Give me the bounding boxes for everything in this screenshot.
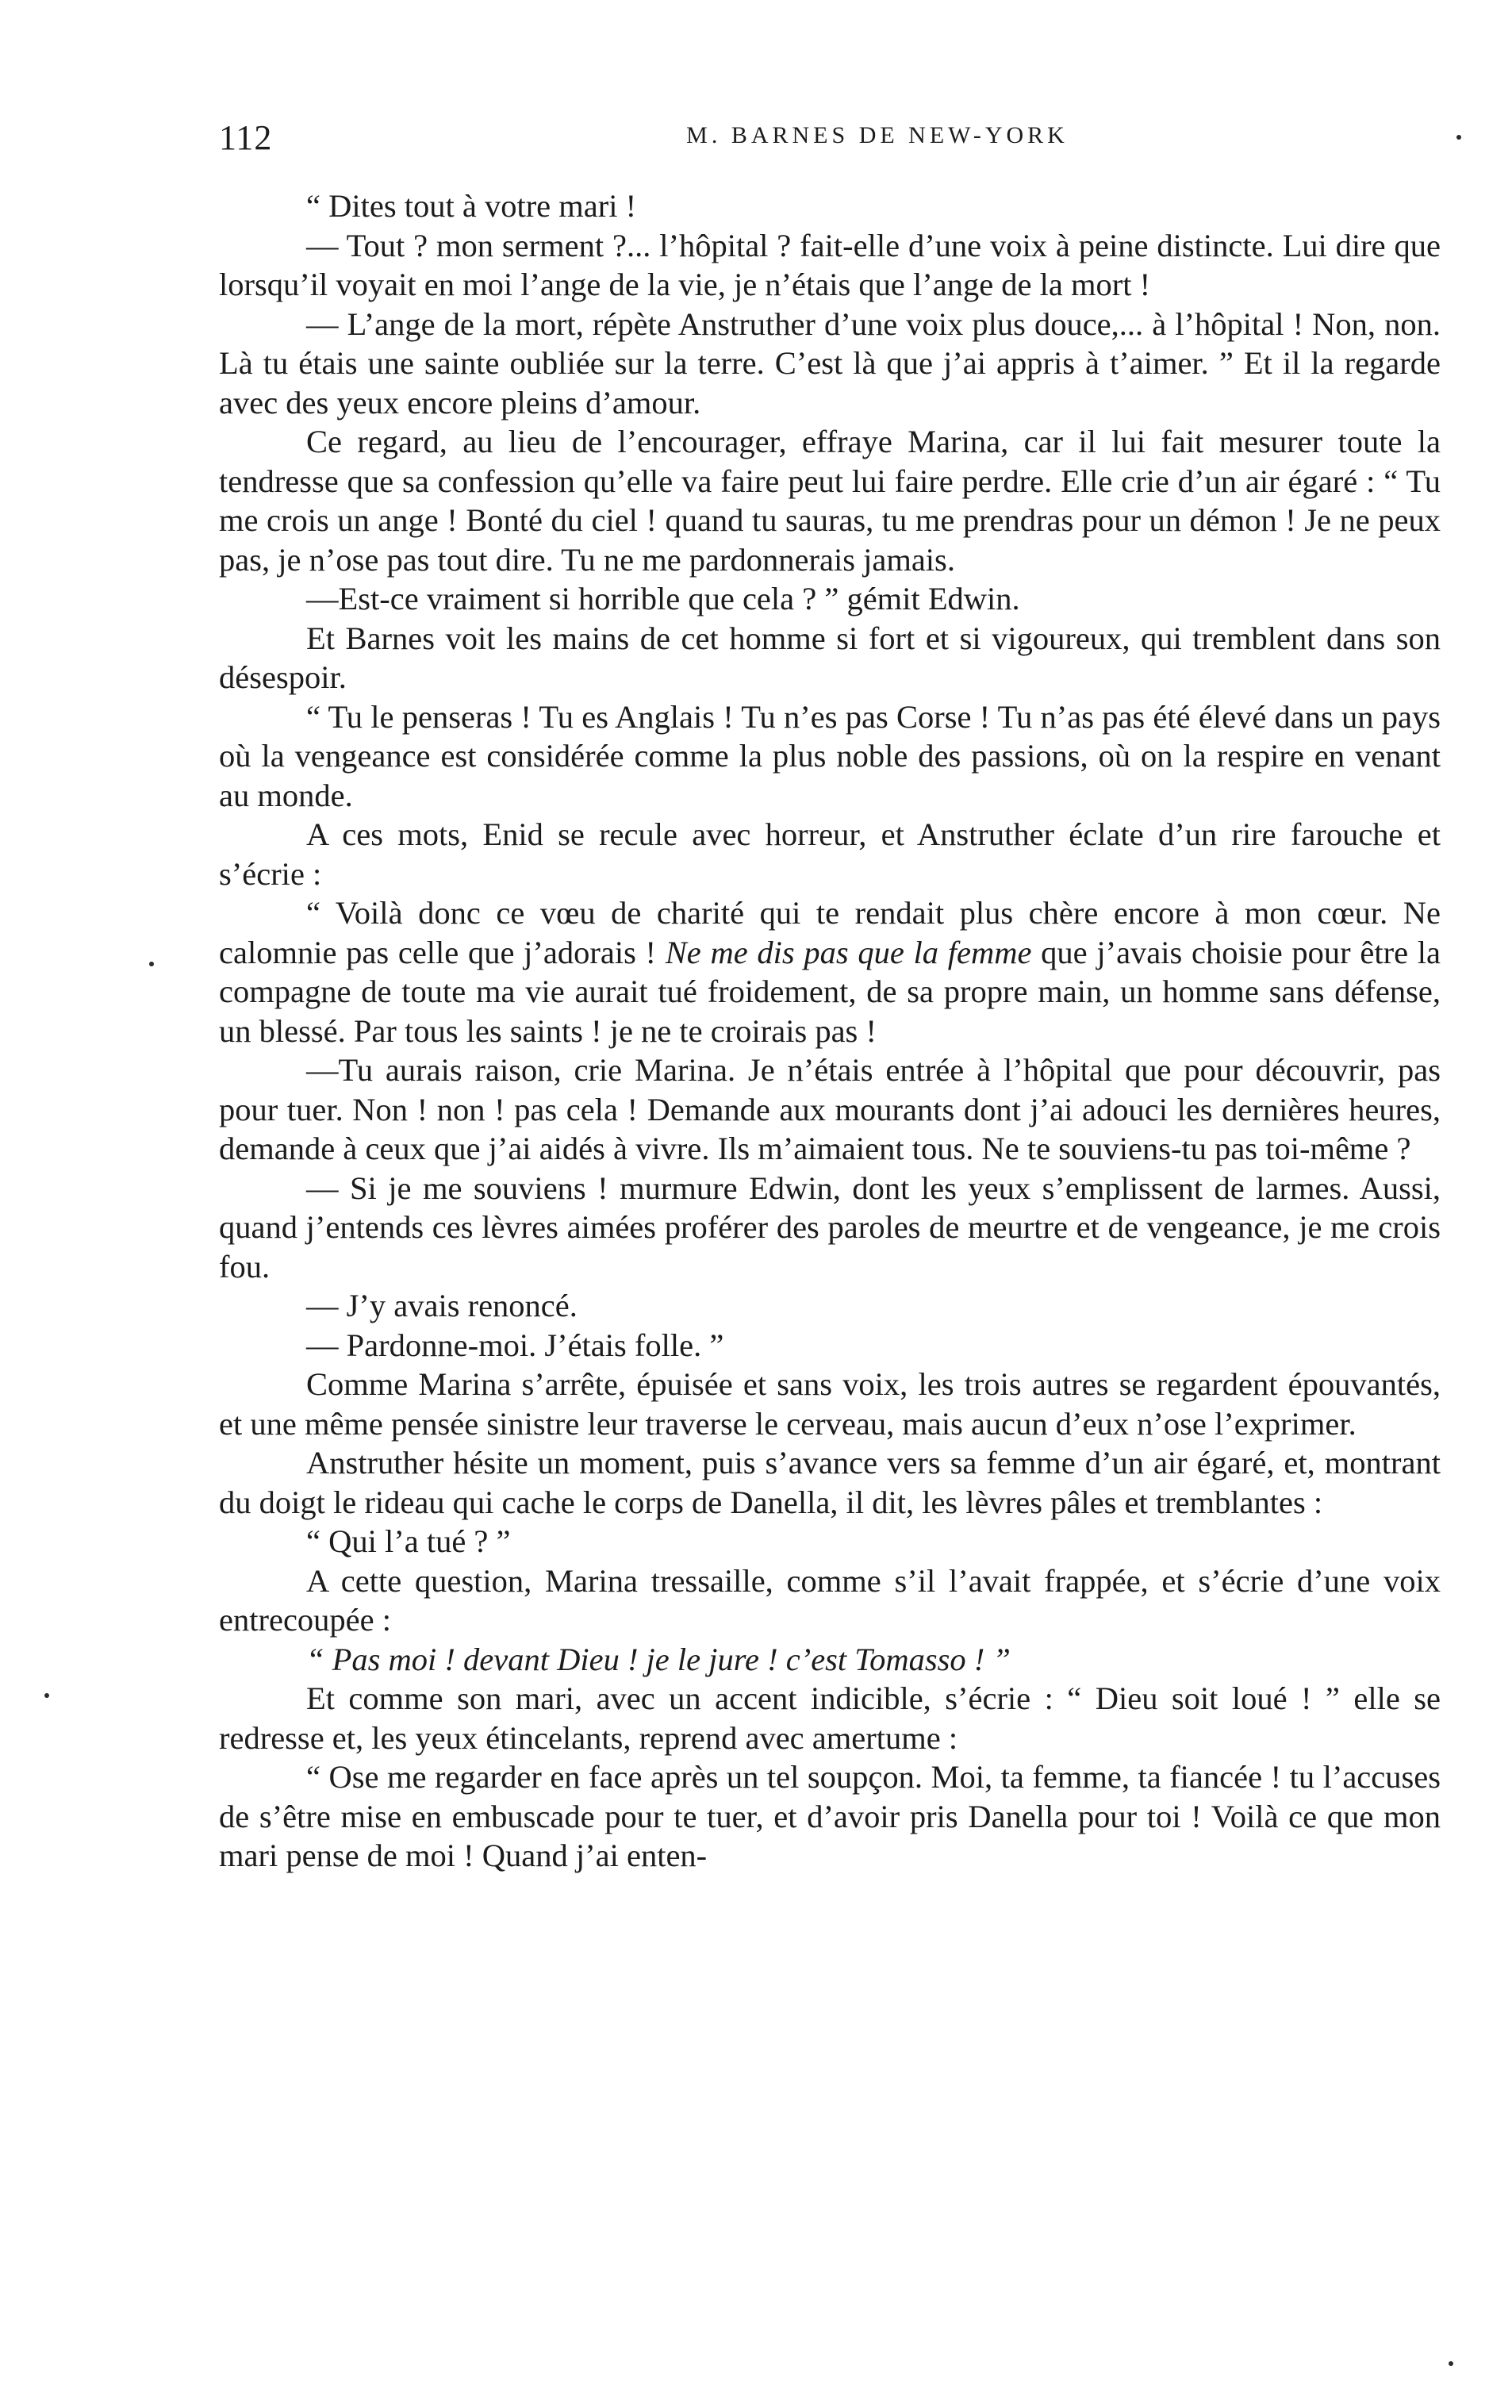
paragraph-4: [219, 422, 1441, 579]
paragraph-1: [219, 186, 1441, 226]
paragraph-text: A cette question, Marina tressaille, comme s’il l’avait frappée, et s’écrie d’une voix entrecoupée :: [219, 1562, 1441, 1638]
page-header: [219, 117, 1441, 165]
paragraph-11: [219, 1169, 1441, 1287]
paragraph-20: [219, 1757, 1441, 1876]
paragraph-text: — L’ange de la mort, répète Anstruther d’une voix plus douce,... à l’hôpital ! Non, non. Là tu étais une sainte oubliée sur la terre. C’est là que j’ai appris à t’aimer. ” Et il la regarde avec des yeux encore pleins d’amour.: [219, 305, 1441, 421]
paragraph-17: [219, 1561, 1441, 1640]
paragraph-text: — Si je me souviens ! murmure Edwin, dont les yeux s’emplissent de larmes. Aussi, quand j’entends ces lèvres aimées proférer des paroles de meurtre et de vengeance, je me crois fou.: [219, 1169, 1441, 1285]
paragraph-8: [219, 815, 1441, 893]
paragraph-text: Comme Marina s’arrête, épuisée et sans voix, les trois autres se regardent épouvantés, et une même pensée sinistre leur traverse le cerveau, mais aucun d’eux n’ose l’exprimer.: [219, 1366, 1441, 1442]
margin-speck: [149, 962, 154, 966]
margin-speck: [44, 1693, 49, 1698]
paragraph-10: [219, 1050, 1441, 1169]
paragraph-text: Ce regard, au lieu de l’encourager, effraye Marina, car il lui fait mesurer toute la tendresse que sa confession qu’elle va faire peut lui faire perdre. Elle crie d’un air égaré : “ Tu me crois un ange ! Bonté du ciel ! quand tu sauras, tu me prendras pour un démon ! Je ne peux pas, je n’ose pas tout dire. Tu ne me pardonnerais jamais.: [219, 424, 1441, 578]
paragraph-text: “ Tu le penseras ! Tu es Anglais ! Tu n’es pas Corse ! Tu n’as pas été élevé dans un pays où la vengeance est considérée comme la plus noble des passions, où on la respire en venant au monde.: [219, 698, 1441, 813]
paragraph-text-italic: Ne me dis pas que la femme: [665, 934, 1032, 970]
body-text: [219, 186, 1441, 1876]
margin-speck: [1456, 135, 1461, 140]
paragraph-19: [219, 1679, 1441, 1757]
paragraph-text: —Tu aurais raison, crie Marina. Je n’étais entrée à l’hôpital que pour découvrir, pas pour tuer. Non ! non ! pas cela ! Demande aux mourants dont j’ai adouci les dernières heures, demande à ceux que j’ai aidés à vivre. Ils m’aimaient tous. Ne te souviens-tu pas toi-même ?: [219, 1052, 1441, 1166]
paragraph-text: Et Barnes voit les mains de cet homme si fort et si vigoureux, qui tremblent dans son désespoir.: [219, 620, 1441, 695]
paragraph-text: —Est-ce vraiment si horrible que cela ? ” gémit Edwin.: [306, 581, 1020, 616]
paragraph-15: [219, 1443, 1441, 1522]
paragraph-7: [219, 697, 1441, 816]
paragraph-2: [219, 226, 1441, 305]
paragraph-text: “ Dites tout à votre mari !: [306, 188, 637, 224]
paragraph-text: Et comme son mari, avec un accent indicible, s’écrie : “ Dieu soit loué ! ” elle se redresse et, les yeux étincelants, reprend avec amertume :: [219, 1680, 1441, 1756]
paragraph-6: [219, 619, 1441, 697]
paragraph-18: [219, 1640, 1441, 1680]
paragraph-3: [219, 305, 1441, 423]
paragraph-text: Anstruther hésite un moment, puis s’avance vers sa femme d’un air égaré, et, montrant du doigt le rideau qui cache le corps de Danella, il dit, les lèvres pâles et tremblantes :: [219, 1445, 1441, 1520]
paragraph-5: [219, 579, 1441, 619]
paragraph-13: [219, 1326, 1441, 1365]
paragraph-14: [219, 1365, 1441, 1443]
paragraph-text: A ces mots, Enid se recule avec horreur, et Anstruther éclate d’un rire farouche et s’écrie :: [219, 816, 1441, 892]
page-number: 112: [219, 118, 273, 157]
paragraph-text: — Pardonne-moi. J’étais folle. ”: [306, 1327, 724, 1363]
paragraph-text: “ Voilà donc ce vœu de charité qui te rendait plus chère encore à mon cœur. Ne calomnie pas celle que j’adorais !: [219, 895, 1441, 970]
paragraph-9: [219, 893, 1441, 1050]
paragraph-text: “ Qui l’a tué ? ”: [306, 1523, 511, 1559]
paragraph-text: — J’y avais renoncé.: [306, 1288, 578, 1323]
running-title: M. BARNES DE NEW-YORK: [686, 122, 1069, 148]
paragraph-text: — Tout ? mon serment ?... l’hôpital ? fait-elle d’une voix à peine distincte. Lui dire que lorsqu’il voyait en moi l’ange de la vie, je n’étais que l’ange de la mort !: [219, 227, 1441, 302]
paragraph-text: que j’avais choisie pour être la compagne de toute ma vie aurait tué froidement, de sa propre main, un homme sans défense, un blessé. Par tous les saints ! je ne te croirais pas !: [219, 934, 1441, 1049]
paragraph-text: “ Ose me regarder en face après un tel soupçon. Moi, ta femme, ta fiancée ! tu l’accuses de s’être mise en embuscade pour te tuer, et d’avoir pris Danella pour toi ! Voilà ce que mon mari pense de moi ! Quand j’ai enten-: [219, 1759, 1441, 1873]
paragraph-12: [219, 1286, 1441, 1326]
margin-speck: [1449, 2361, 1453, 2366]
paragraph-16: [219, 1522, 1441, 1561]
paragraph-text-italic: “ Pas moi ! devant Dieu ! je le jure ! c’est Tomasso ! ”: [306, 1641, 1011, 1677]
